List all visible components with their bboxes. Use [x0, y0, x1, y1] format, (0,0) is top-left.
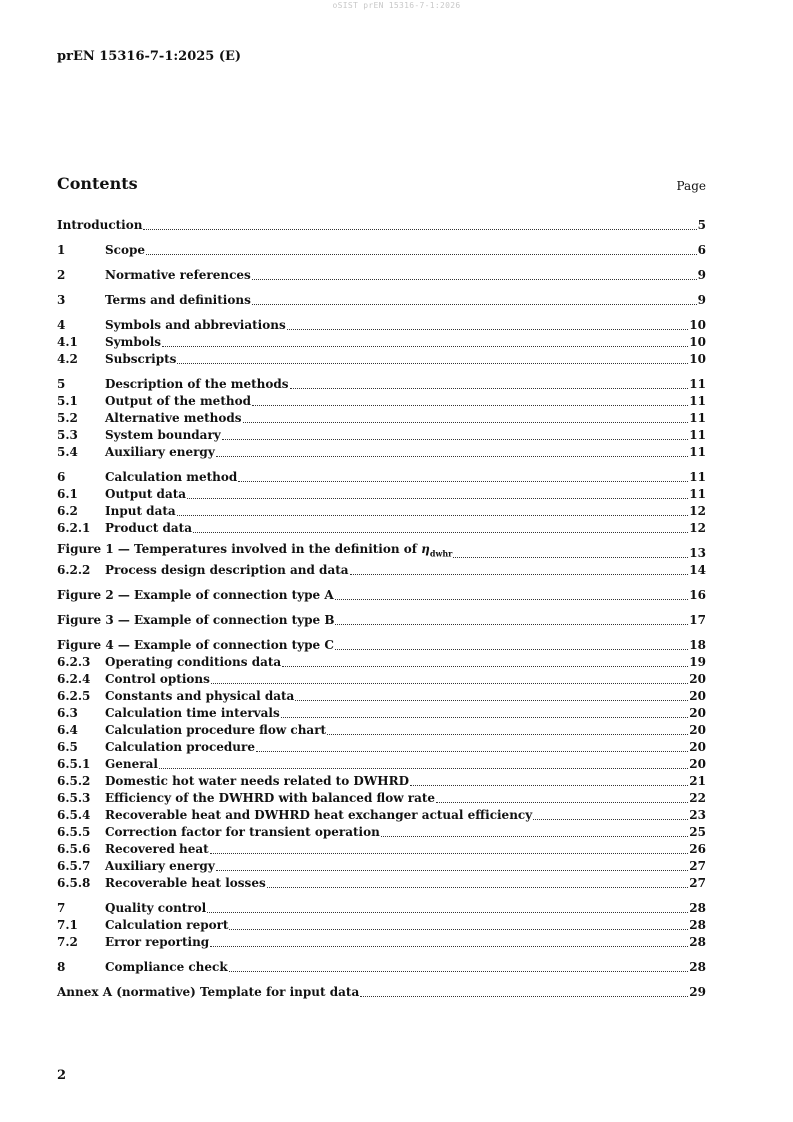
dot-leader [193, 532, 688, 533]
toc-entry-page: 10 [689, 352, 706, 366]
toc-entry-number: 6.2.2 [57, 563, 91, 577]
dot-leader [410, 785, 688, 786]
dot-leader [210, 853, 689, 854]
toc-entry-title: Introduction [57, 218, 143, 232]
toc-entry-title: Symbols [105, 335, 162, 349]
toc-entry-page: 11 [689, 445, 706, 459]
toc-entry[interactable] [57, 468, 706, 485]
toc-entry[interactable] [57, 409, 706, 426]
toc-entry-page: 18 [689, 638, 706, 652]
toc-entry[interactable] [57, 485, 706, 502]
toc-entry-title: Normative references [105, 268, 251, 282]
toc-entry-title: Terms and definitions [105, 293, 251, 307]
toc-entry-title: Quality control [105, 901, 207, 915]
toc-entry-title: Recoverable heat losses [105, 876, 266, 890]
toc-entry-title: General [105, 757, 158, 771]
dot-leader [327, 734, 688, 735]
dot-leader [211, 683, 688, 684]
toc-entry-page: 28 [689, 935, 706, 949]
toc-entry-page: 9 [697, 293, 706, 307]
watermark-text: oSIST prEN 15316-7-1:2026 [332, 1, 461, 10]
dot-leader [350, 574, 689, 575]
dot-leader [256, 751, 688, 752]
toc-entry-title: Annex A (normative) Template for input data [57, 985, 360, 999]
dot-leader [360, 996, 688, 997]
toc-entry-number: 6.5.7 [57, 859, 91, 873]
toc-entry-title: Figure 3 — Example of connection type B [57, 613, 335, 627]
dot-leader [335, 599, 689, 600]
toc-entry-title: Calculation report [105, 918, 229, 932]
toc-entry[interactable] [57, 519, 706, 536]
toc-entry[interactable] [57, 541, 706, 561]
toc-entry-title: Output of the method [105, 394, 251, 408]
dot-leader [453, 557, 688, 558]
toc-entry[interactable] [57, 983, 706, 1000]
toc-entry[interactable] [57, 755, 706, 772]
toc-entry-number: 5.4 [57, 445, 78, 459]
toc-entry-page: 16 [689, 588, 706, 602]
toc-entry-title: Subscripts [105, 352, 177, 366]
eta-symbol: $\eta_{dwhr}$ [421, 541, 453, 558]
toc-entry-number: 5.1 [57, 394, 78, 408]
toc-entry-page: 11 [689, 487, 706, 501]
toc-entry-title: Recoverable heat and DWHRD heat exchanger actual efficiency [105, 808, 533, 822]
toc-entry-number: 6.2.5 [57, 689, 91, 703]
dot-leader [287, 329, 689, 330]
toc-entry-page: 26 [689, 842, 706, 856]
toc-entry-title: Input data [105, 504, 176, 518]
dot-leader [252, 279, 697, 280]
toc-entry[interactable] [57, 216, 706, 233]
toc-entry-title: Auxiliary energy [105, 859, 215, 873]
toc-entry-number: 6.2.4 [57, 672, 91, 686]
toc-entry[interactable] [57, 933, 706, 950]
toc-entry-title: Error reporting [105, 935, 210, 949]
toc-entry-page: 20 [689, 723, 706, 737]
toc-entry-number: 6 [57, 470, 66, 484]
toc-entry-title: Figure 1 — Temperatures involved in the definition of $\eta_{dwhr}$ [57, 541, 453, 558]
toc-entry[interactable] [57, 823, 706, 840]
toc-entry-number: 6.2.1 [57, 521, 91, 535]
toc-entry-number: 6.5 [57, 740, 78, 754]
toc-entry[interactable] [57, 840, 706, 857]
toc-entry-number: 6.5.6 [57, 842, 91, 856]
toc-entry[interactable] [57, 899, 706, 916]
dot-leader [146, 254, 697, 255]
dot-leader [177, 515, 689, 516]
dot-leader [159, 768, 688, 769]
toc-entry-title: Symbols and abbreviations [105, 318, 286, 332]
toc-entry-page: 25 [689, 825, 706, 839]
toc-entry-title: Figure 4 — Example of connection type C [57, 638, 334, 652]
toc-entry-page: 11 [689, 428, 706, 442]
toc-entry[interactable] [57, 857, 706, 874]
toc-entry-page: 9 [697, 268, 706, 282]
dot-leader [281, 717, 689, 718]
toc-entry-page: 21 [689, 774, 706, 788]
toc-entry[interactable] [57, 687, 706, 704]
dot-leader [267, 887, 689, 888]
toc-entry[interactable] [57, 611, 706, 628]
toc-entry-number: 6.5.8 [57, 876, 91, 890]
toc-entry[interactable] [57, 266, 706, 283]
toc-entry-page: 11 [689, 394, 706, 408]
dot-leader [243, 422, 689, 423]
toc-entry[interactable] [57, 874, 706, 891]
toc-entry[interactable] [57, 586, 706, 603]
toc-entry[interactable] [57, 241, 706, 258]
toc-entry-title: Calculation procedure [105, 740, 255, 754]
toc-entry-page: 27 [689, 876, 706, 890]
toc-entry-number: 6.2 [57, 504, 78, 518]
dot-leader [252, 304, 697, 305]
toc-entry-title: Calculation time intervals [105, 706, 280, 720]
toc-entry-page: 28 [689, 901, 706, 915]
toc-entry[interactable] [57, 316, 706, 333]
toc-entry-number: 1 [57, 243, 66, 257]
dot-leader [177, 363, 688, 364]
dot-leader [187, 498, 688, 499]
toc-entry-number: 6.1 [57, 487, 78, 501]
toc-entry-title: Constants and physical data [105, 689, 295, 703]
toc-entry[interactable] [57, 392, 706, 409]
toc-entry-page: 20 [689, 706, 706, 720]
toc-entry-title: Figure 2 — Example of connection type A [57, 588, 334, 602]
toc-entry[interactable] [57, 789, 706, 806]
toc-entry-number: 6.2.3 [57, 655, 91, 669]
toc-entry[interactable] [57, 291, 706, 308]
toc-entry-title: Alternative methods [105, 411, 242, 425]
toc-entry-number: 6.5.4 [57, 808, 91, 822]
dot-leader [222, 439, 689, 440]
toc-entry-title: Process design description and data [105, 563, 349, 577]
toc-entry-page: 23 [689, 808, 706, 822]
toc-entry-number: 7 [57, 901, 66, 915]
toc-entry[interactable] [57, 350, 706, 367]
toc-entry-number: 4.2 [57, 352, 78, 366]
toc-entry-title: Auxiliary energy [105, 445, 215, 459]
page-column-label: Page [676, 179, 706, 193]
toc-entry[interactable] [57, 958, 706, 975]
toc-entry-title: Output data [105, 487, 187, 501]
toc-entry-number: 7.2 [57, 935, 78, 949]
toc-entry-page: 12 [689, 504, 706, 518]
toc-entry-title: Correction factor for transient operation [105, 825, 380, 839]
toc-entry-page: 28 [689, 918, 706, 932]
toc-entry-title: Domestic hot water needs related to DWHRD [105, 774, 409, 788]
dot-leader [335, 624, 688, 625]
toc-entry[interactable] [57, 806, 706, 823]
toc-entry-page: 13 [689, 546, 706, 560]
toc-entry-page: 14 [689, 563, 706, 577]
dot-leader [381, 836, 688, 837]
dot-leader [335, 649, 688, 650]
dot-leader [238, 481, 688, 482]
dot-leader [436, 802, 688, 803]
toc-entry[interactable] [57, 721, 706, 738]
toc-entry[interactable] [57, 916, 706, 933]
toc-entry-title: Scope [105, 243, 146, 257]
page-number: 2 [57, 1068, 67, 1083]
dot-leader [533, 819, 688, 820]
toc-entry-title: Product data [105, 521, 192, 535]
toc-entry-number: 8 [57, 960, 66, 974]
toc-entry-number: 4 [57, 318, 66, 332]
dot-leader [162, 346, 688, 347]
toc-entry-page: 20 [689, 740, 706, 754]
toc-entry[interactable] [57, 636, 706, 653]
toc-entry-page: 10 [689, 335, 706, 349]
toc-entry[interactable] [57, 704, 706, 721]
toc-entry-number: 5.3 [57, 428, 78, 442]
dot-leader [216, 870, 689, 871]
dot-leader [207, 912, 688, 913]
toc-entry-page: 5 [697, 218, 706, 232]
toc-entry[interactable] [57, 333, 706, 350]
toc-entry-page: 12 [689, 521, 706, 535]
dot-leader [229, 971, 689, 972]
dot-leader [252, 405, 688, 406]
toc-entry-number: 7.1 [57, 918, 78, 932]
toc-entry-page: 29 [689, 985, 706, 999]
toc-entry-number: 6.5.2 [57, 774, 91, 788]
toc-entry-number: 6.5.3 [57, 791, 91, 805]
toc-entry-number: 3 [57, 293, 66, 307]
toc-entry-page: 11 [689, 377, 706, 391]
toc-entry-number: 6.4 [57, 723, 78, 737]
toc-entry[interactable] [57, 561, 706, 578]
toc-entry-page: 6 [697, 243, 706, 257]
toc-entry-page: 10 [689, 318, 706, 332]
toc-entry-page: 19 [689, 655, 706, 669]
toc-entry-number: 4.1 [57, 335, 78, 349]
toc-entry-number: 2 [57, 268, 66, 282]
dot-leader [290, 388, 689, 389]
toc-entry-page: 22 [689, 791, 706, 805]
toc-entry-title: Control options [105, 672, 210, 686]
toc-entry-page: 20 [689, 689, 706, 703]
toc-entry-title: Calculation method [105, 470, 238, 484]
toc-entry-number: 6.3 [57, 706, 78, 720]
toc-entry-number: 6.5.1 [57, 757, 91, 771]
toc-entry[interactable] [57, 426, 706, 443]
toc-entry[interactable] [57, 375, 706, 392]
dot-leader [295, 700, 688, 701]
dot-leader [229, 929, 688, 930]
table-of-contents [57, 216, 706, 1000]
dot-leader [143, 229, 696, 230]
toc-entry-title: Recovered heat [105, 842, 209, 856]
toc-entry-title: Description of the methods [105, 377, 289, 391]
toc-entry[interactable] [57, 653, 706, 670]
dot-leader [216, 456, 689, 457]
toc-entry-title: System boundary [105, 428, 221, 442]
toc-entry-page: 11 [689, 470, 706, 484]
toc-entry-number: 5 [57, 377, 66, 391]
toc-entry-title: Efficiency of the DWHRD with balanced flow rate [105, 791, 436, 805]
toc-entry[interactable] [57, 670, 706, 687]
toc-entry-title: Calculation procedure flow chart [105, 723, 327, 737]
toc-entry-title: Operating conditions data [105, 655, 282, 669]
toc-entry-page: 20 [689, 757, 706, 771]
toc-entry[interactable] [57, 502, 706, 519]
toc-entry-page: 20 [689, 672, 706, 686]
toc-entry-page: 17 [689, 613, 706, 627]
document-id: prEN 15316-7-1:2025 (E) [57, 49, 242, 64]
contents-heading: Contents [57, 174, 138, 193]
dot-leader [282, 666, 688, 667]
toc-entry-page: 28 [689, 960, 706, 974]
toc-entry-number: 6.5.5 [57, 825, 91, 839]
toc-entry-number: 5.2 [57, 411, 78, 425]
toc-entry-page: 11 [689, 411, 706, 425]
toc-entry[interactable] [57, 443, 706, 460]
toc-entry[interactable] [57, 772, 706, 789]
toc-entry-title: Compliance check [105, 960, 228, 974]
toc-entry[interactable] [57, 738, 706, 755]
toc-entry-page: 27 [689, 859, 706, 873]
dot-leader [210, 946, 688, 947]
